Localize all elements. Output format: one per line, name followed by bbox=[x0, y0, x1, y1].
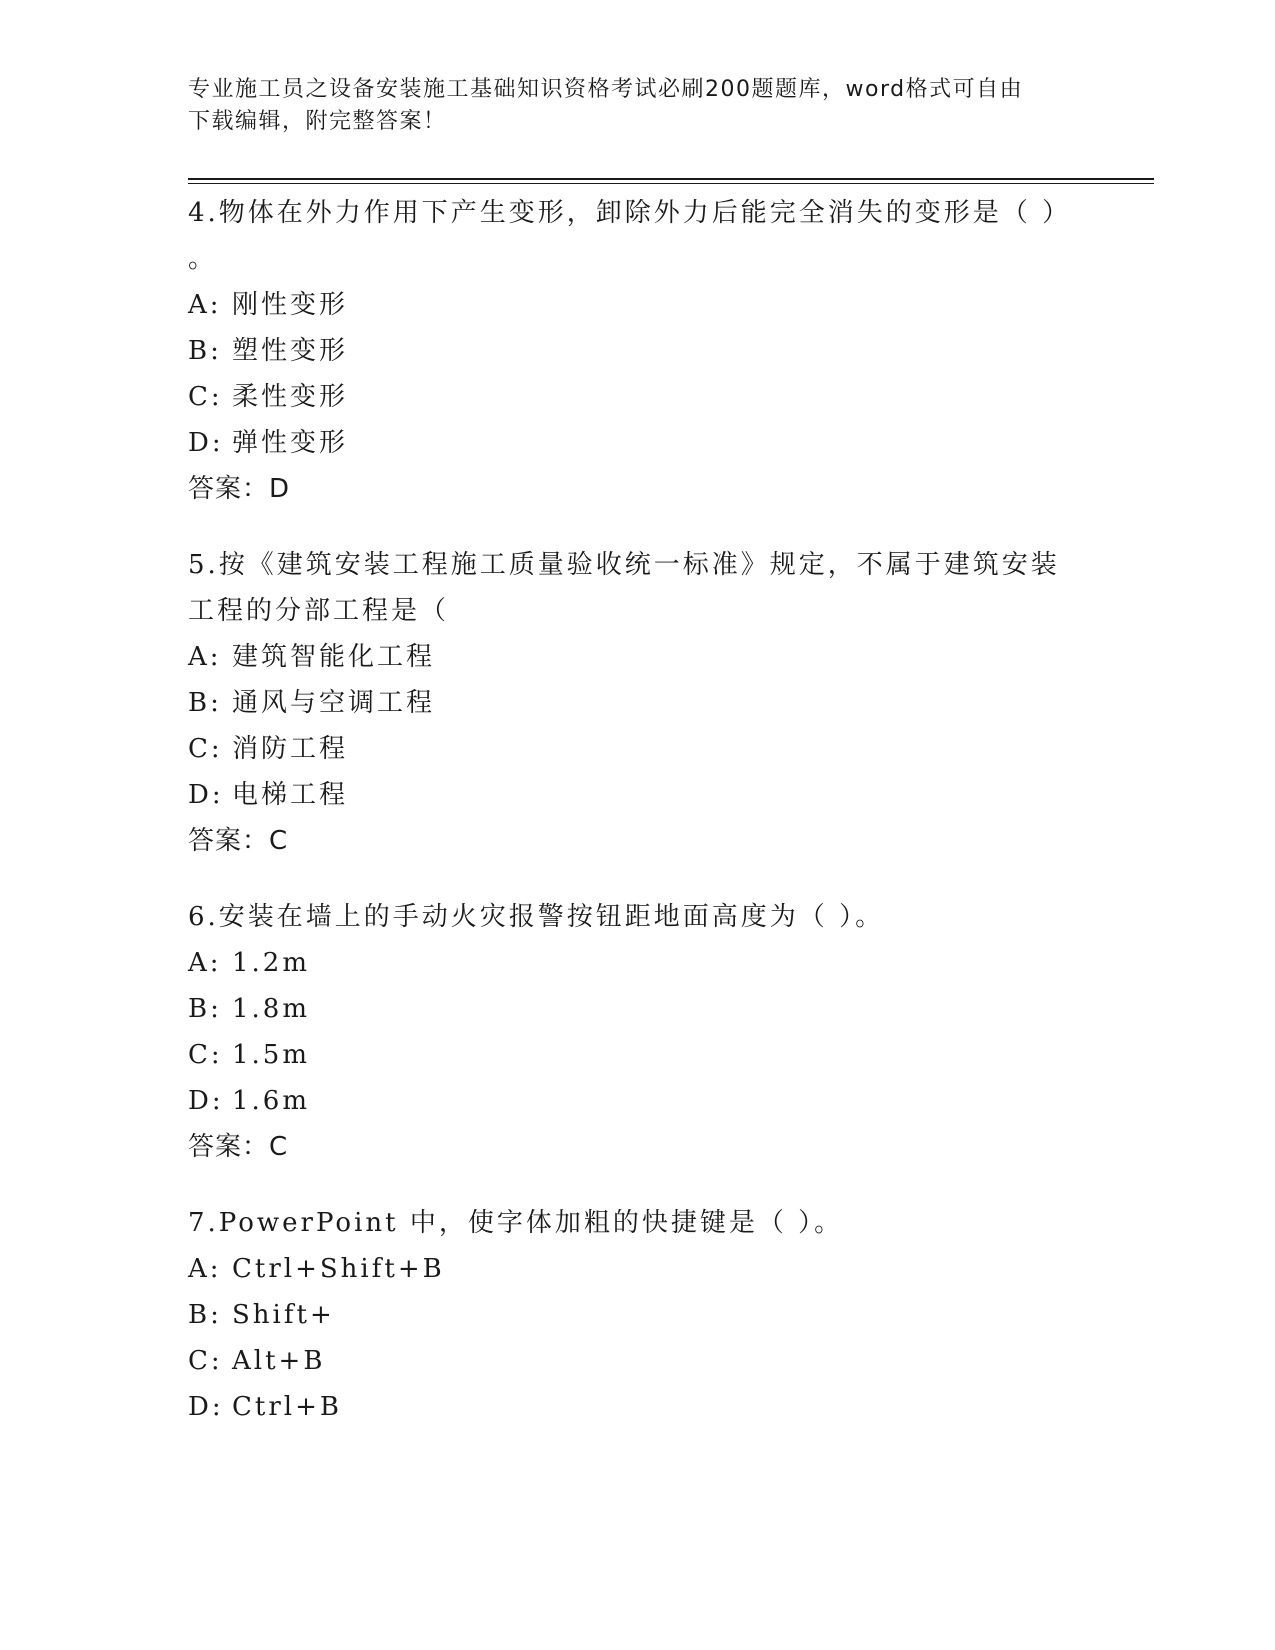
question-stem: 7.PowerPoint 中，使字体加粗的快捷键是（ ）。 bbox=[188, 1208, 844, 1238]
option-d bbox=[188, 1384, 1154, 1430]
option-letter: C: bbox=[188, 1040, 223, 1070]
option-letter: D: bbox=[188, 1392, 224, 1422]
answer-line: 答案：C bbox=[188, 1132, 289, 1162]
question-7 bbox=[188, 1200, 1154, 1430]
option-d bbox=[188, 772, 1154, 818]
option-c bbox=[188, 1032, 1154, 1078]
option-letter: D: bbox=[188, 1086, 224, 1116]
option-text: 弹性变形 bbox=[232, 428, 349, 458]
question-stem-continued: 工程的分部工程是（ bbox=[188, 596, 450, 626]
option-text: 塑性变形 bbox=[232, 336, 349, 366]
option-letter: B: bbox=[188, 688, 222, 718]
option-letter: B: bbox=[188, 336, 222, 366]
option-d bbox=[188, 1078, 1154, 1124]
option-a bbox=[188, 634, 1154, 680]
option-c bbox=[188, 726, 1154, 772]
option-text: Ctrl+Shift+B bbox=[232, 1254, 445, 1284]
option-text: 刚性变形 bbox=[232, 290, 349, 320]
header-divider-thick bbox=[188, 178, 1154, 180]
option-letter: B: bbox=[188, 994, 222, 1024]
option-text: Alt+B bbox=[232, 1346, 326, 1376]
question-list bbox=[188, 190, 1154, 1460]
question-5 bbox=[188, 542, 1154, 864]
option-a bbox=[188, 940, 1154, 986]
option-c bbox=[188, 374, 1154, 420]
option-a bbox=[188, 1246, 1154, 1292]
option-b bbox=[188, 986, 1154, 1032]
option-text: 柔性变形 bbox=[232, 382, 349, 412]
answer-line: 答案：C bbox=[188, 826, 289, 856]
option-a bbox=[188, 282, 1154, 328]
question-6 bbox=[188, 894, 1154, 1170]
option-text: 1.8m bbox=[232, 994, 311, 1024]
question-stem-continued: 。 bbox=[188, 244, 218, 274]
option-text: 通风与空调工程 bbox=[232, 688, 436, 718]
option-d bbox=[188, 420, 1154, 466]
header-line-2: 下载编辑，附完整答案！ bbox=[188, 109, 447, 134]
option-text: 消防工程 bbox=[232, 734, 349, 764]
question-stem: 6.安装在墙上的手动火灾报警按钮距地面高度为（ ）。 bbox=[188, 902, 885, 932]
question-4 bbox=[188, 190, 1154, 512]
option-letter: A: bbox=[188, 1254, 222, 1284]
option-letter: A: bbox=[188, 948, 222, 978]
option-letter: D: bbox=[188, 780, 224, 810]
option-letter: C: bbox=[188, 382, 223, 412]
option-text: 1.2m bbox=[232, 948, 311, 978]
option-text: 电梯工程 bbox=[232, 780, 349, 810]
option-text: 建筑智能化工程 bbox=[232, 642, 436, 672]
option-b bbox=[188, 680, 1154, 726]
option-text: Ctrl+B bbox=[232, 1392, 342, 1422]
option-c bbox=[188, 1338, 1154, 1384]
question-stem: 4.物体在外力作用下产生变形，卸除外力后能完全消失的变形是（ ） bbox=[188, 198, 1072, 228]
option-text: 1.5m bbox=[232, 1040, 311, 1070]
option-letter: C: bbox=[188, 734, 223, 764]
option-letter: C: bbox=[188, 1346, 223, 1376]
header-line-1: 专业施工员之设备安装施工基础知识资格考试必刷200题题库，word格式可自由 bbox=[188, 77, 1024, 102]
option-letter: A: bbox=[188, 642, 222, 672]
answer-line: 答案：D bbox=[188, 474, 291, 504]
option-letter: B: bbox=[188, 1300, 222, 1330]
option-text: 1.6m bbox=[232, 1086, 311, 1116]
option-letter: A: bbox=[188, 290, 222, 320]
question-stem: 5.按《建筑安装工程施工质量验收统一标准》规定，不属于建筑安装 bbox=[188, 550, 1060, 580]
document-header bbox=[188, 74, 1088, 138]
header-divider-thin bbox=[188, 183, 1154, 184]
option-b bbox=[188, 1292, 1154, 1338]
option-b bbox=[188, 328, 1154, 374]
option-text: Shift+ bbox=[232, 1300, 335, 1330]
option-letter: D: bbox=[188, 428, 224, 458]
